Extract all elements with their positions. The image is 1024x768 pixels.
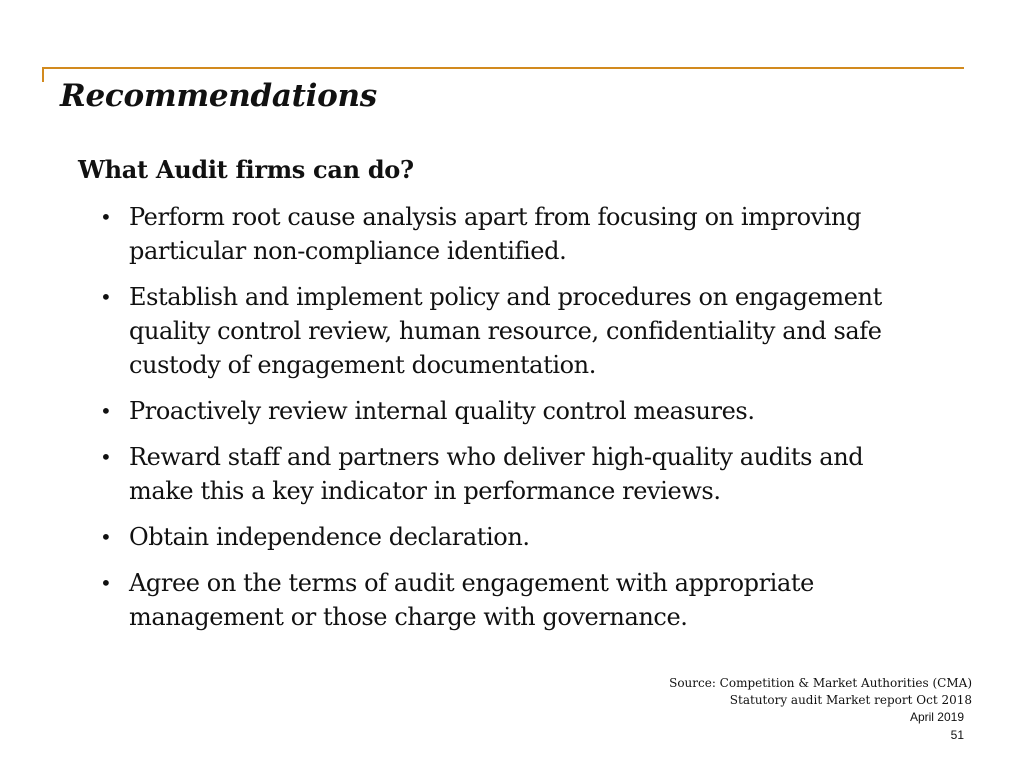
header-rule [42, 67, 964, 69]
bullet-item [100, 520, 930, 554]
bullet-list [100, 200, 930, 646]
bullet-dot-icon: • [100, 445, 112, 469]
bullet-text: Obtain independence declaration. [129, 523, 530, 551]
slide-title: Recommendations [60, 78, 377, 114]
bullet-item [100, 200, 930, 268]
bullet-item [100, 394, 930, 428]
bullet-text: Proactively review internal quality control measures. [129, 397, 755, 425]
bullet-text: Perform root cause analysis apart from focusing on improving particular non-compliance identified. [129, 203, 862, 265]
bullet-item [100, 280, 930, 382]
bullet-text: Establish and implement policy and procedures on engagement quality control review, human resource, confidentiality and safe custody of engagement documentation. [129, 283, 882, 379]
source-line: Statutory audit Market report Oct 2018 [729, 693, 972, 707]
page-number: 51 [950, 728, 964, 742]
source-line: Source: Competition & Market Authorities (CMA) [669, 676, 972, 690]
header-rule-tick [42, 67, 44, 82]
bullet-dot-icon: • [100, 399, 112, 423]
slide-date: April 2019 [909, 710, 964, 724]
bullet-dot-icon: • [100, 205, 112, 229]
bullet-dot-icon: • [100, 525, 112, 549]
bullet-text: Agree on the terms of audit engagement with appropriate management or those charge with governance. [129, 569, 814, 631]
bullet-text: Reward staff and partners who deliver high-quality audits and make this a key indicator in performance reviews. [129, 443, 864, 505]
bullet-dot-icon: • [100, 285, 112, 309]
bullet-item [100, 566, 930, 634]
bullet-item [100, 440, 930, 508]
source-citation [669, 675, 972, 709]
bullet-dot-icon: • [100, 571, 112, 595]
section-heading: What Audit firms can do? [78, 155, 414, 184]
